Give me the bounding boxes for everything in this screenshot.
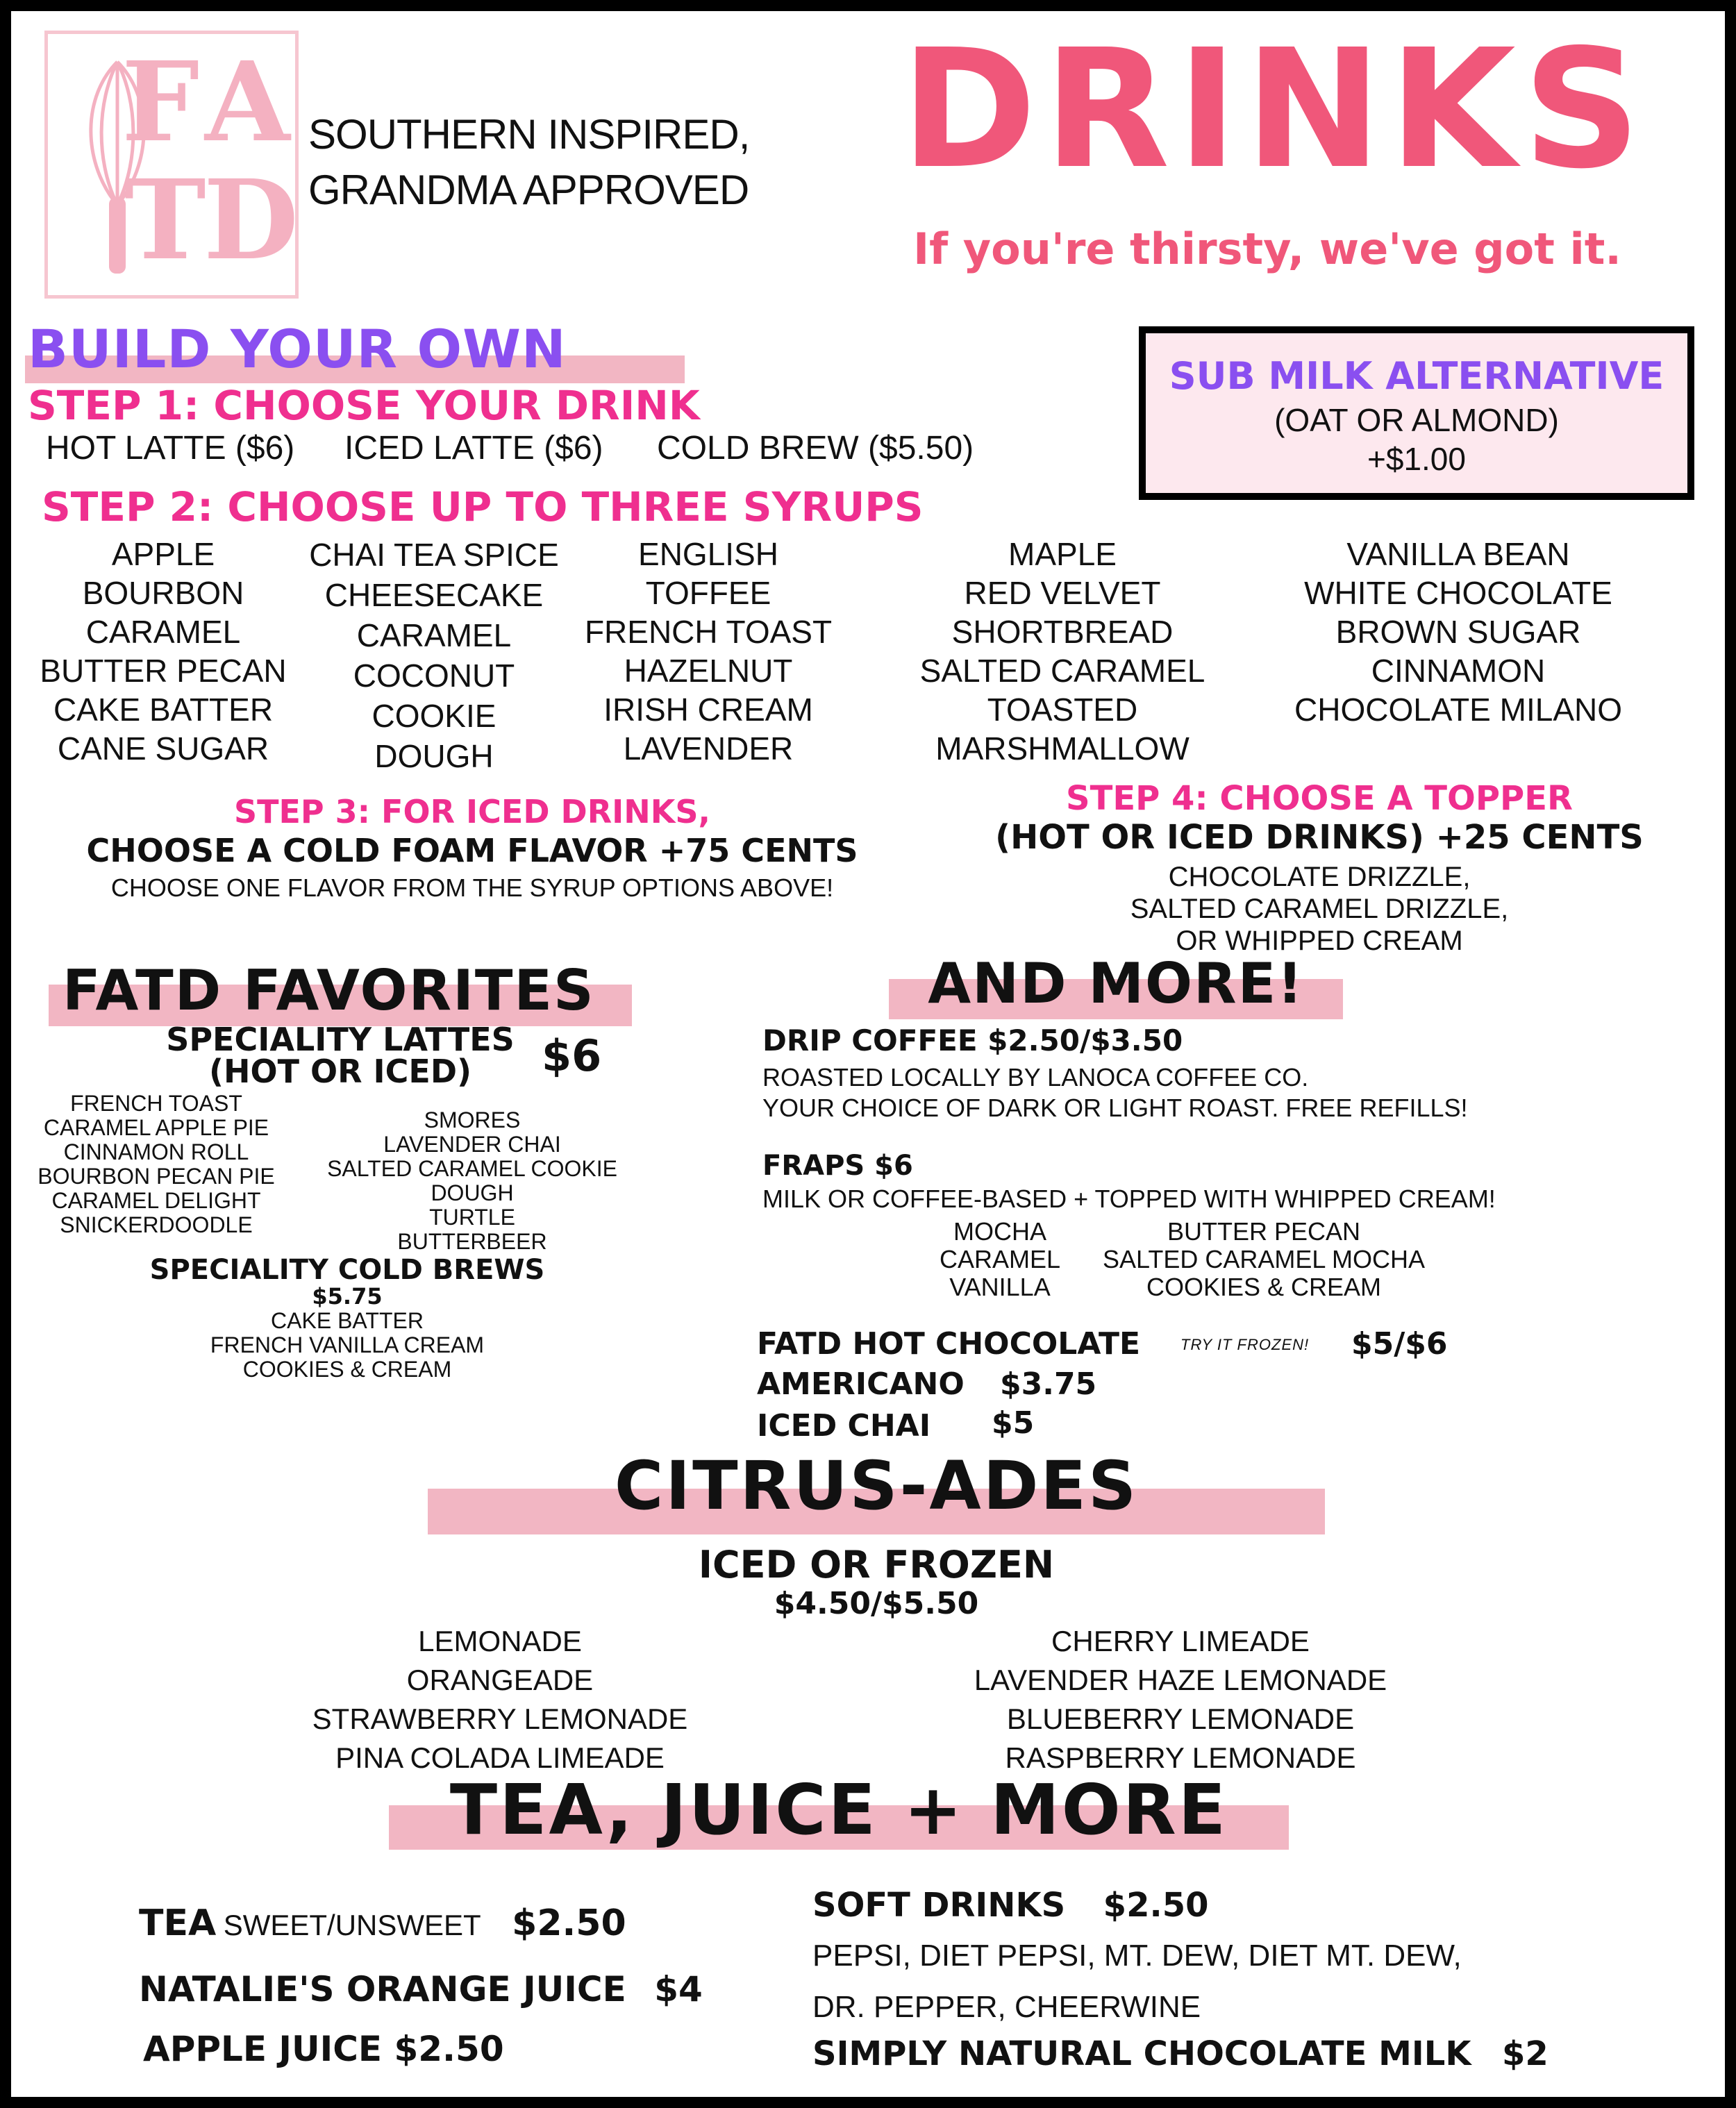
tea-price: $2.50 <box>512 1902 626 1944</box>
step4-option: CHOCOLATE DRIZZLE, <box>1168 862 1471 892</box>
hot-chocolate-price: $5/$6 <box>1351 1326 1448 1362</box>
citrus-subtitle: ICED OR FROZEN <box>698 1543 1055 1587</box>
drip-line: YOUR CHOICE OF DARK OR LIGHT ROAST. FREE REFILLS! <box>762 1094 1468 1122</box>
syrup-column-3 <box>576 535 840 768</box>
citrus-item: PINA COLADA LIMEADE <box>335 1741 665 1774</box>
syrup-column-2 <box>299 535 569 776</box>
latte-item: CARAMEL APPLE PIE <box>43 1115 269 1140</box>
frap-item: VANILLA <box>949 1273 1051 1301</box>
syrup-item: WHITE CHOCOLATE <box>1304 575 1612 611</box>
page-subtitle: If you're thirsty, we've got it. <box>913 224 1621 274</box>
more-title: AND MORE! <box>928 951 1304 1016</box>
citrus-left-list <box>264 1622 736 1777</box>
americano-price: $3.75 <box>1000 1366 1097 1402</box>
syrup-item: CHEESECAKE <box>324 577 544 613</box>
syrup-item: LAVENDER <box>623 730 794 767</box>
step4-option: OR WHIPPED CREAM <box>1176 926 1463 956</box>
choc-milk-label: SIMPLY NATURAL CHOCOLATE MILK <box>812 2034 1471 2073</box>
syrup-item: CAKE BATTER <box>53 692 274 728</box>
logo-letter-f: F <box>122 38 200 167</box>
iced-chai-price: $5 <box>992 1405 1035 1441</box>
frap-item: BUTTER PECAN <box>1167 1217 1361 1246</box>
syrup-item: DOUGH <box>374 738 494 774</box>
step3-line: CHOOSE A COLD FOAM FLAVOR +75 CENTS <box>86 832 858 869</box>
hot-chocolate-title: FATD HOT CHOCOLATE <box>757 1326 1141 1362</box>
syrup-item: APPLE <box>111 536 215 572</box>
lattes-right-list <box>285 1108 660 1254</box>
fatd-logo <box>44 31 299 299</box>
tea-sub: SWEET/UNSWEET <box>223 1909 481 1941</box>
coldbrew-item: COOKIES & CREAM <box>242 1357 452 1382</box>
latte-item: CARAMEL DELIGHT <box>51 1188 261 1213</box>
oj-label: NATALIE'S ORANGE JUICE <box>139 1969 626 2009</box>
latte-item: SNICKERDOODLE <box>60 1212 253 1237</box>
syrup-item: HAZELNUT <box>624 653 793 689</box>
latte-item: BOURBON PECAN PIE <box>37 1164 275 1189</box>
americano-title: AMERICANO <box>757 1366 965 1402</box>
syrup-item: CINNAMON <box>1371 653 1546 689</box>
syrup-item: ENGLISH TOFFEE <box>638 536 778 611</box>
syrup-item: CHAI TEA SPICE <box>309 537 559 573</box>
citrus-item: RASPBERRY LEMONADE <box>1005 1741 1356 1774</box>
lattes-price: $6 <box>542 1030 602 1081</box>
step4-option: SALTED CARAMEL DRIZZLE, <box>1130 894 1509 924</box>
sub-milk-options: (OAT OR ALMOND) <box>1274 402 1559 438</box>
citrus-item: STRAWBERRY LEMONADE <box>312 1703 688 1735</box>
fraps-left-list <box>924 1218 1076 1301</box>
drink-option-iced-latte: ICED LATTE ($6) <box>344 430 603 467</box>
syrup-item: VANILLA BEAN <box>1346 536 1570 572</box>
step3-section <box>56 793 889 903</box>
syrup-item: TOASTED MARSHMALLOW <box>935 692 1190 767</box>
lattes-title-line-1: SPECIALITY LATTES <box>166 1021 515 1058</box>
sub-milk-title: SUB MILK ALTERNATIVE <box>1169 354 1664 398</box>
fraps-desc: MILK OR COFFEE-BASED + TOPPED WITH WHIPPED CREAM! <box>762 1185 1496 1213</box>
lattes-title <box>146 1021 535 1090</box>
syrup-item: BUTTER PECAN <box>40 653 287 689</box>
coldbrew-title: SPECIALITY COLD BREWS <box>149 1254 545 1286</box>
citrus-right-list <box>930 1622 1430 1777</box>
syrup-item: IRISH CREAM <box>603 692 813 728</box>
sub-milk-box <box>1139 326 1694 500</box>
choc-milk-item <box>812 2034 1549 2073</box>
build-title: BUILD YOUR OWN <box>28 318 567 380</box>
tagline <box>308 107 749 218</box>
tagline-line-1: SOUTHERN INSPIRED, <box>308 111 750 158</box>
citrus-title: CITRUS-ADES <box>614 1447 1139 1525</box>
apple-juice-item: APPLE JUICE $2.50 <box>143 2029 504 2069</box>
syrup-item: CANE SUGAR <box>57 730 269 767</box>
soft-drinks-price: $2.50 <box>1103 1886 1209 1925</box>
coldbrew-list <box>111 1285 583 1382</box>
syrup-item: COOKIE <box>372 698 496 734</box>
drip-coffee-title: DRIP COFFEE $2.50/$3.50 <box>762 1023 1183 1057</box>
citrus-item: ORANGEADE <box>406 1664 594 1696</box>
syrup-item: BROWN SUGAR <box>1335 614 1581 650</box>
syrup-item: RED VELVET <box>964 575 1161 611</box>
favorites-title: FATD FAVORITES <box>62 958 595 1023</box>
syrup-item: CHOCOLATE MILANO <box>1294 692 1622 728</box>
syrup-column-5 <box>1285 535 1632 729</box>
coldbrew-item: CAKE BATTER <box>271 1308 424 1333</box>
soft-drinks-line-1: PEPSI, DIET PEPSI, MT. DEW, DIET MT. DEW, <box>812 1939 1462 1973</box>
frap-item: SALTED CARAMEL MOCHA <box>1102 1245 1426 1273</box>
fraps-title: FRAPS $6 <box>762 1150 913 1182</box>
drip-line: ROASTED LOCALLY BY LANOCA COFFEE CO. <box>762 1063 1309 1091</box>
fraps-right-list <box>1090 1218 1437 1301</box>
latte-item: SMORES <box>424 1107 521 1132</box>
latte-item: TURTLE <box>429 1205 515 1230</box>
syrup-item: COCONUT <box>353 658 515 694</box>
frap-item: CARAMEL <box>939 1245 1061 1273</box>
citrus-item: LAVENDER HAZE LEMONADE <box>974 1664 1387 1696</box>
step2-title: STEP 2: CHOOSE UP TO THREE SYRUPS <box>42 483 924 530</box>
syrup-column-1 <box>35 535 292 768</box>
frap-item: MOCHA <box>953 1217 1046 1246</box>
drink-option-cold-brew: COLD BREW ($5.50) <box>657 430 974 467</box>
syrup-item: BOURBON <box>82 575 244 611</box>
logo-letter-t: T <box>124 156 206 285</box>
tea-label: TEA <box>139 1902 217 1944</box>
oj-price: $4 <box>654 1969 703 2009</box>
syrup-column-4 <box>861 535 1264 768</box>
soft-drinks-heading <box>812 1886 1209 1925</box>
tagline-line-2: GRANDMA APPROVED <box>308 167 749 213</box>
logo-letter-a: A <box>205 38 290 167</box>
coldbrew-item: FRENCH VANILLA CREAM <box>210 1332 485 1357</box>
oj-item <box>139 1969 703 2009</box>
sub-milk-price: +$1.00 <box>1367 441 1466 477</box>
citrus-item: CHERRY LIMEADE <box>1051 1625 1310 1657</box>
citrus-item: BLUEBERRY LEMONADE <box>1006 1703 1355 1735</box>
frap-item: COOKIES & CREAM <box>1146 1273 1382 1301</box>
step3-note: CHOOSE ONE FLAVOR FROM THE SYRUP OPTIONS ABOVE! <box>110 873 834 902</box>
choc-milk-price: $2 <box>1502 2034 1549 2073</box>
drink-option-hot-latte: HOT LATTE ($6) <box>46 430 295 467</box>
iced-chai-title: ICED CHAI <box>757 1408 931 1444</box>
syrup-item: SHORTBREAD <box>951 614 1174 650</box>
tea-title: TEA, JUICE + MORE <box>449 1769 1228 1850</box>
syrup-item: FRENCH TOAST <box>584 614 833 650</box>
step4-section <box>944 779 1694 957</box>
step1-title: STEP 1: CHOOSE YOUR DRINK <box>28 382 700 429</box>
tea-item <box>139 1902 626 1944</box>
soft-drinks-title: SOFT DRINKS <box>812 1886 1066 1925</box>
lattes-left-list <box>35 1091 278 1237</box>
drip-coffee-desc <box>762 1062 1468 1123</box>
latte-item: CINNAMON ROLL <box>63 1139 249 1164</box>
latte-item: FRENCH TOAST <box>70 1091 242 1116</box>
latte-item: SALTED CARAMEL COOKIE DOUGH <box>327 1156 617 1205</box>
syrup-item: SALTED CARAMEL <box>919 653 1205 689</box>
citrus-price: $4.50/$5.50 <box>774 1586 979 1621</box>
syrup-item: CARAMEL <box>356 617 512 653</box>
citrus-item: LEMONADE <box>418 1625 582 1657</box>
latte-item: BUTTERBEER <box>397 1229 547 1254</box>
syrup-item: MAPLE <box>1008 536 1117 572</box>
soft-drinks-line-2: DR. PEPPER, CHEERWINE <box>812 1990 1201 2024</box>
logo-letter-d: D <box>203 156 299 285</box>
hot-chocolate-note: TRY IT FROZEN! <box>1180 1336 1310 1353</box>
step4-title: STEP 4: CHOOSE A TOPPER <box>1066 779 1573 818</box>
latte-item: LAVENDER CHAI <box>383 1132 561 1157</box>
lattes-title-line-2: (HOT OR ICED) <box>208 1053 472 1090</box>
coldbrew-price: $5.75 <box>312 1283 383 1310</box>
step3-title: STEP 3: FOR ICED DRINKS, <box>233 793 710 830</box>
syrup-item: CARAMEL <box>85 614 241 650</box>
step4-line: (HOT OR ICED DRINKS) +25 CENTS <box>995 818 1644 857</box>
page-title: DRINKS <box>901 14 1648 205</box>
